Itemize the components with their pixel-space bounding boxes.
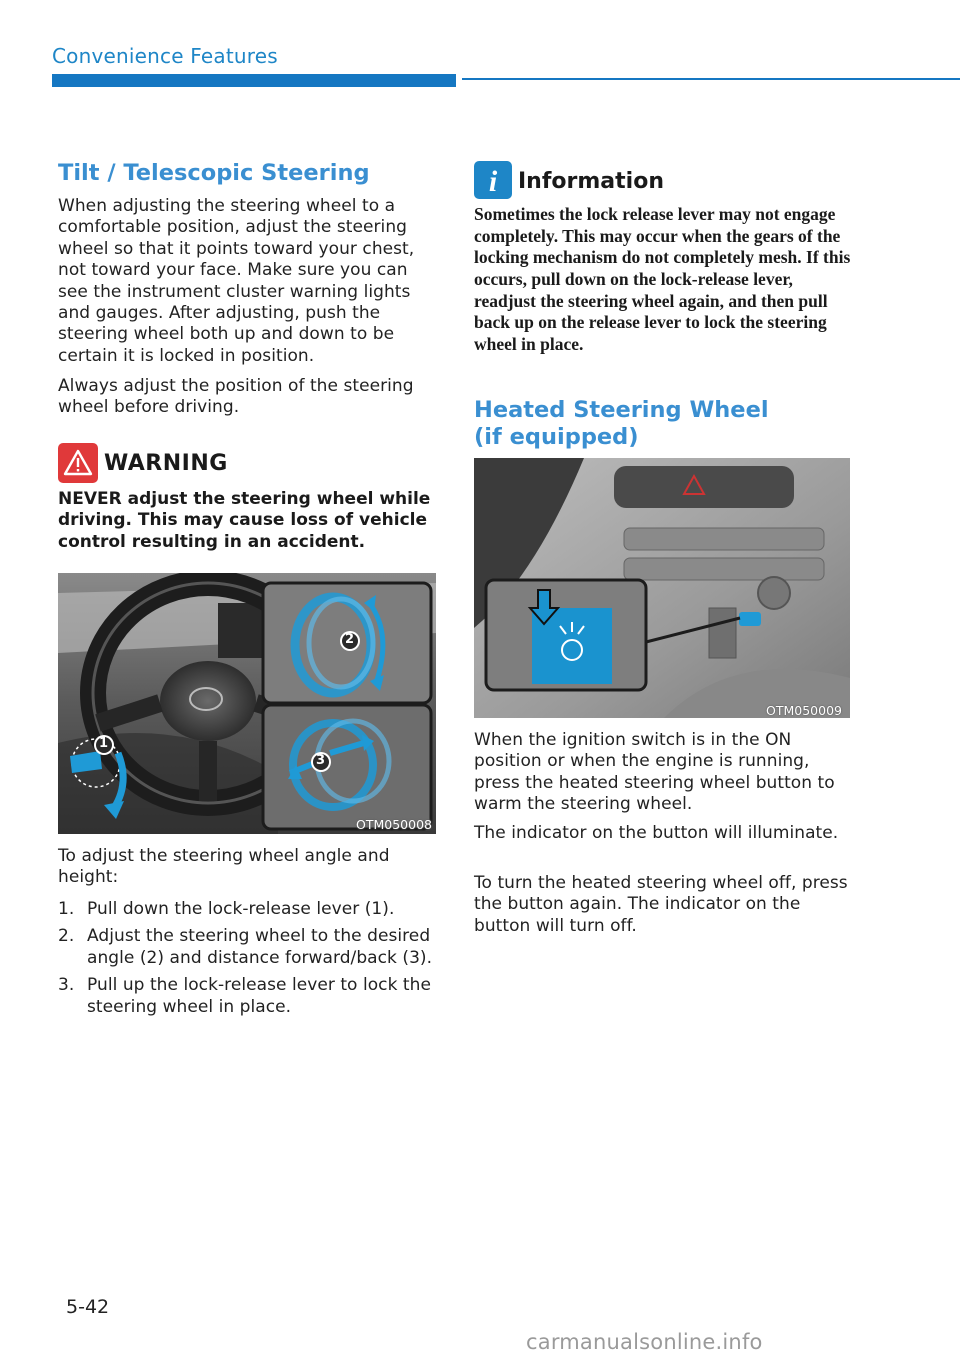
adjust-intro: To adjust the steering wheel angle and height:: [58, 846, 390, 888]
header-rule-thin: [462, 78, 960, 80]
heated-paragraph-3: To turn the heated steering wheel off, press the button again. The indicator on the button will turn off.: [474, 873, 848, 936]
info-icon: [474, 161, 512, 199]
tilt-steering-title: Tilt / Telescopic Steering: [58, 160, 370, 186]
heated-button-figure: [474, 458, 850, 718]
header-rule-thick: [52, 74, 456, 87]
heated-paragraph-2: The indicator on the button will illuminate.: [474, 823, 839, 843]
list-item: [58, 899, 436, 920]
page-number: 5-42: [66, 1296, 110, 1318]
heated-steering-title-1: Heated Steering Wheel: [474, 397, 769, 423]
callout-1: 1: [99, 736, 109, 751]
figure-code: OTM050008: [356, 817, 432, 832]
warning-icon: [58, 443, 98, 483]
watermark: carmanualsonline.info: [526, 1330, 763, 1354]
callout-2: 2: [345, 632, 355, 647]
list-item: [58, 975, 436, 1018]
info-title: Information: [518, 169, 664, 194]
steering-adjust-figure: [58, 573, 436, 834]
adjust-steps-list: [58, 899, 436, 1024]
svg-text:i: i: [488, 165, 498, 198]
info-body: Sometimes the lock release lever may not engage completely. This may occur when the gears of the locking mechanism do not completely mesh. If this occurs, pull down on the lock-release lever, readjust the steering wheel again, and then pull back up on the release lever to lock the steering wheel in place.: [474, 204, 851, 355]
step-number: 2.: [58, 926, 75, 947]
figure-code: OTM050009: [766, 703, 842, 718]
callout-3: 3: [316, 753, 326, 768]
warning-title: WARNING: [104, 451, 228, 476]
tilt-paragraph-2: Always adjust the position of the steering wheel before driving.: [58, 376, 414, 418]
step-number: 3.: [58, 975, 75, 996]
list-item: [58, 926, 436, 969]
heated-paragraph-1: When the ignition switch is in the ON position or when the engine is running, press the heated steering wheel button to warm the steering wheel.: [474, 730, 835, 815]
step-text: Pull down the lock-release lever (1).: [87, 899, 395, 919]
tilt-paragraph-1: When adjusting the steering wheel to a comfortable position, adjust the steering wheel so that it points toward your chest, not toward your face. Make sure you can see the instrument cluster warning lights and gauges. After adjusting, push the steering wheel both up and down to be certain it is locked in position.: [58, 196, 415, 366]
heated-steering-title-2: (if equipped): [474, 424, 639, 450]
step-text: Pull up the lock-release lever to lock the steering wheel in place.: [87, 975, 431, 1017]
section-header: Convenience Features: [52, 44, 278, 68]
warning-body: NEVER adjust the steering wheel while driving. This may cause loss of vehicle control resulting in an accident.: [58, 489, 431, 552]
step-text: Adjust the steering wheel to the desired angle (2) and distance forward/back (3).: [87, 926, 433, 968]
step-number: 1.: [58, 899, 75, 919]
